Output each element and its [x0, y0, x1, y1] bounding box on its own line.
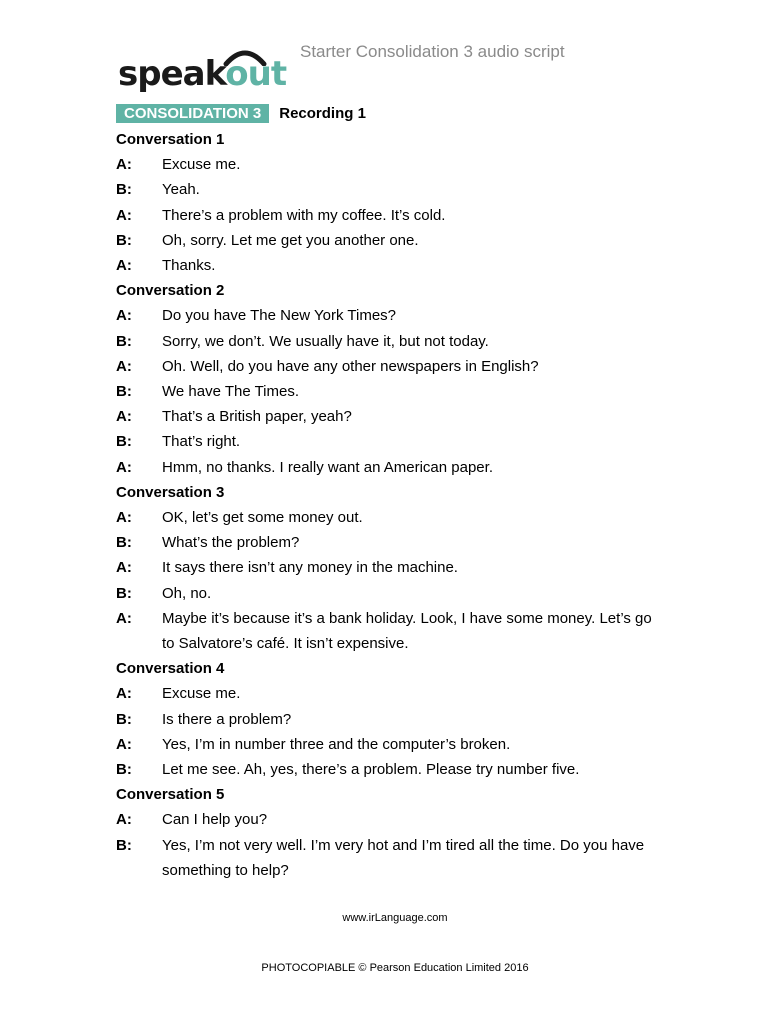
- utterance-text: Is there a problem?: [162, 710, 292, 728]
- speaker-label: B:: [116, 710, 132, 728]
- footer-url: www.irLanguage.com: [342, 912, 448, 924]
- speaker-label: B:: [116, 584, 132, 602]
- dialogue-line: [116, 581, 656, 606]
- utterance-text: It says there isn’t any money in the machine.: [162, 559, 458, 577]
- speaker-label: A:: [116, 509, 132, 526]
- utterance-text: Excuse me.: [162, 685, 241, 703]
- utterance-text: Sorry, we don’t. We usually have it, but not today.: [162, 332, 489, 350]
- logo-text-main: speak: [118, 54, 226, 94]
- utterance-text: Maybe it’s because it’s a bank holiday. Look, I have some money. Let’s go to Salvatore’s café. It isn’t expensive.: [162, 609, 652, 653]
- dialogue-line: [116, 505, 656, 530]
- utterance-text: That’s right.: [162, 433, 241, 451]
- speaker-label: A:: [116, 156, 132, 174]
- document-title: Starter Consolidation 3 audio script: [300, 42, 565, 61]
- speaker-label: A:: [116, 206, 132, 224]
- dialogue-line: [116, 177, 656, 202]
- dialogue-line: [116, 203, 656, 228]
- speaker-label: A:: [116, 408, 132, 426]
- dialogue-line: [116, 329, 656, 354]
- conversation-4: [116, 656, 656, 782]
- dialogue-line: [116, 681, 656, 706]
- utterance-text: Thanks.: [162, 257, 216, 274]
- speaker-label: B:: [116, 761, 132, 779]
- speaker-label: A:: [116, 357, 132, 375]
- utterance-text: Oh. Well, do you have any other newspapers in English?: [162, 357, 539, 375]
- speaker-label: A:: [116, 458, 132, 476]
- dialogue-line: [116, 404, 656, 429]
- dialogue-line: [116, 455, 656, 480]
- dialogue-line: [116, 555, 656, 580]
- dialogue-line: [116, 757, 656, 782]
- utterance-text: OK, let’s get some money out.: [162, 509, 363, 526]
- speaker-label: A:: [116, 735, 132, 753]
- footer-copyright: PHOTOCOPIABLE © Pearson Education Limited 2016: [261, 962, 529, 974]
- dialogue-line: [116, 354, 656, 379]
- dialogue-line: [116, 429, 656, 454]
- speaker-label: A:: [116, 811, 132, 829]
- conversation-heading: Conversation 5: [116, 786, 225, 804]
- dialogue-line: [116, 228, 656, 253]
- utterance-text: We have The Times.: [162, 383, 300, 400]
- dialogue-line: [116, 530, 656, 555]
- logo-wordmark: [118, 54, 286, 94]
- utterance-text: Hmm, no thanks. I really want an American paper.: [162, 458, 493, 476]
- speakout-logo: [118, 46, 290, 100]
- dialogue-line: [116, 732, 656, 757]
- conversation-3: [116, 480, 656, 656]
- dialogue-line: [116, 152, 656, 177]
- utterance-text: Oh, no.: [162, 584, 212, 602]
- conversation-heading: Conversation 1: [116, 131, 225, 148]
- utterance-text: What’s the problem?: [162, 534, 300, 552]
- dialogue-line: [116, 707, 656, 732]
- speaker-label: B:: [116, 181, 132, 199]
- utterance-text: Can I help you?: [162, 811, 268, 829]
- utterance-text: Yeah.: [162, 181, 200, 199]
- utterance-text: Oh, sorry. Let me get you another one.: [162, 231, 419, 249]
- speaker-label: B:: [116, 433, 132, 451]
- consolidation-badge: CONSOLIDATION 3: [116, 104, 269, 123]
- speaker-label: A:: [116, 257, 132, 274]
- speaker-label: B:: [116, 332, 132, 350]
- utterance-text: Excuse me.: [162, 156, 241, 174]
- dialogue-line: [116, 606, 656, 656]
- utterance-text: That’s a British paper, yeah?: [162, 408, 352, 426]
- speaker-label: A:: [116, 685, 132, 703]
- conversation-heading: Conversation 4: [116, 660, 225, 678]
- speaker-label: A:: [116, 559, 132, 577]
- conversation-2: [116, 278, 656, 480]
- dialogue-line: [116, 253, 656, 278]
- speaker-label: B:: [116, 836, 132, 854]
- speaker-label: B:: [116, 231, 132, 249]
- speaker-label: A:: [116, 307, 132, 325]
- dialogue-line: [116, 833, 656, 883]
- recording-label: Recording 1: [279, 105, 366, 122]
- audio-script: [116, 127, 656, 883]
- logo-text-accent: out: [225, 54, 287, 94]
- speaker-label: B:: [116, 534, 132, 552]
- conversation-heading: Conversation 3: [116, 483, 225, 501]
- speaker-label: B:: [116, 383, 132, 400]
- speaker-label: A:: [116, 609, 132, 627]
- conversation-5: [116, 782, 656, 883]
- dialogue-line: [116, 303, 656, 328]
- conversation-heading: Conversation 2: [116, 282, 225, 300]
- utterance-text: Yes, I’m in number three and the computer’s broken.: [162, 735, 511, 753]
- utterance-text: Do you have The New York Times?: [162, 307, 397, 325]
- dialogue-line: [116, 807, 656, 832]
- conversation-1: [116, 127, 656, 278]
- utterance-text: Let me see. Ah, yes, there’s a problem. Please try number five.: [162, 761, 580, 779]
- utterance-text: There’s a problem with my coffee. It’s cold.: [162, 206, 446, 224]
- utterance-text: Yes, I’m not very well. I’m very hot and I’m tired all the time. Do you have something to help?: [162, 836, 645, 879]
- section-header: [116, 104, 366, 123]
- dialogue-line: [116, 379, 656, 404]
